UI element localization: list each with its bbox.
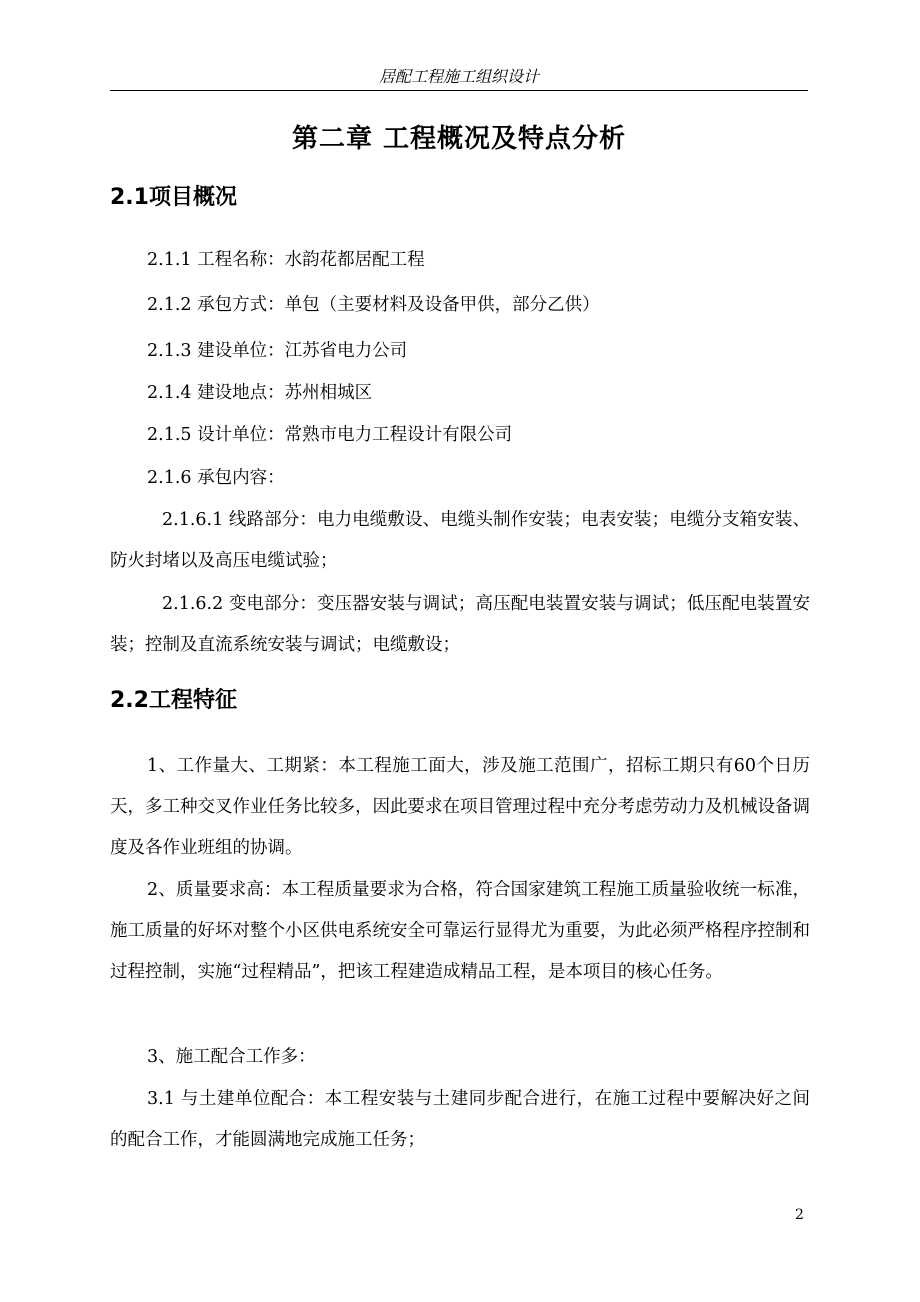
body-paragraph: 3、施工配合工作多： (147, 1047, 316, 1067)
body-paragraph: 1、工作量大、工期紧：本工程施工面大，涉及施工范围广，招标工期只有60个日历天，多工种交叉作业任务比较多，因此要求在项目管理过程中充分考虑劳动力及机械设备调度及各作业班组的协调。 (110, 756, 810, 858)
chapter-title: 第二章 工程概况及特点分析 (291, 124, 627, 154)
header-divider (110, 90, 808, 91)
section-heading-2-2: 2.2工程特征 (110, 688, 237, 713)
list-item: 2.1.2 承包方式：单包（主要材料及设备甲供，部分乙供） (147, 295, 600, 315)
list-item: 2.1.1 工程名称：水韵花都居配工程 (147, 250, 425, 270)
page-number: 2 (795, 1207, 804, 1223)
list-item: 2.1.5 设计单位：常熟市电力工程设计有限公司 (147, 425, 513, 445)
body-paragraph: 3.1 与土建单位配合：本工程安装与土建同步配合进行，在施工过程中要解决好之间的配合工作，才能圆满地完成施工任务； (110, 1089, 810, 1150)
list-item: 2.1.4 建设地点：苏州相城区 (147, 383, 373, 403)
sub-item-paragraph: 2.1.6.2 变电部分：变压器安装与调试；高压配电装置安装与调试；低压配电装置安装；控制及直流系统安装与调试；电缆敷设； (110, 594, 810, 655)
body-paragraph: 2、质量要求高：本工程质量要求为合格，符合国家建筑工程施工质量验收统一标准，施工质量的好坏对整个小区供电系统安全可靠运行显得尤为重要，为此必须严格程序控制和过程控制，实施“过程精品”，把该工程建造成精品工程，是本项目的核心任务。 (110, 880, 810, 982)
list-item: 2.1.3 建设单位：江苏省电力公司 (147, 341, 408, 361)
sub-item-paragraph: 2.1.6.1 线路部分：电力电缆敷设、电缆头制作安装；电表安装；电缆分支箱安装、防火封堵以及高压电缆试验； (110, 510, 810, 571)
page-header: 居配工程施工组织设计 (378, 67, 539, 86)
section-heading-2-1: 2.1项目概况 (110, 185, 237, 210)
list-item: 2.1.6 承包内容： (147, 468, 285, 488)
